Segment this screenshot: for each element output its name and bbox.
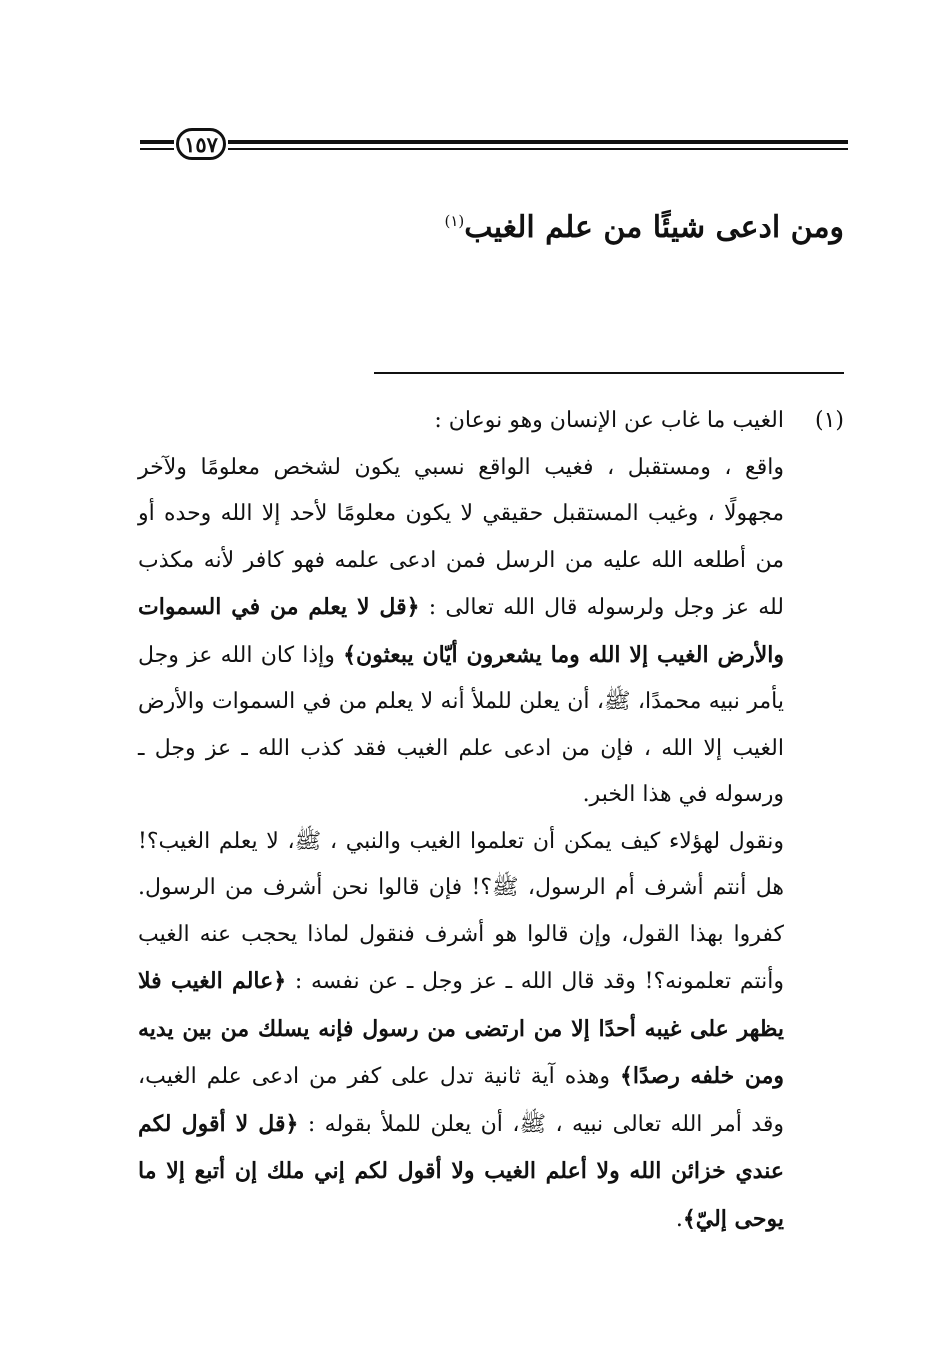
chapter-title-footnote-ref: (١) xyxy=(444,212,465,230)
footnote-paragraph-1 xyxy=(138,445,784,819)
quran-quote: ﴿عالم الغيب فلا يظهر على غيبه أحدًا إلا من ارتضى من رسول فإنه يسلك من بين يديه ومن خلفه رصدًا﴾ xyxy=(138,968,784,1089)
quran-quote: ﴿قل لا أقول لكم عندي خزائن الله ولا أعلم الغيب ولا أقول لكم إني ملك إن أتبع إلا ما يوحى إليّ﴾ xyxy=(138,1110,784,1232)
footnote-text: واقع ، ومستقبل ، فغيب الواقع نسبي يكون لشخص معلومًا ولآخر مجهولًا ، وغيب المستقبل حقيقي لا يكون معلومًا لأحد إلا الله وحده أو من أطلعه الله عليه من الرسل فمن ادعى علمه فهو كافر لأنه مكذب لله عز وجل ولرسوله قال الله تعالى : xyxy=(138,454,784,620)
footnote-marker: (١) xyxy=(814,408,844,433)
footnote-paragraph-2 xyxy=(138,819,784,1244)
footnote-text: . xyxy=(675,1206,683,1232)
footnote-text: ونقول لهؤلاء كيف يمكن أن تعلموا الغيب والنبي ، ﷺ، لا يعلم الغيب؟! هل أنتم أشرف أم الرسول، ﷺ؟! فإن قالوا نحن أشرف من الرسول. كفروا بهذا القول، وإن قالوا هو أشرف فنقول لماذا يحجب عنه الغيب وأنتم تعلمونه؟! وقد قال الله ـ عز وجل ـ عن نفسه : xyxy=(138,828,785,994)
footnote xyxy=(138,398,844,1243)
footnote-first-line xyxy=(138,398,844,445)
header-rule-short xyxy=(140,140,174,150)
footnote-separator xyxy=(374,372,844,374)
page-header xyxy=(140,128,848,164)
chapter-title xyxy=(144,210,844,245)
quran-quote: ﴿قل لا يعلم من في السموات والأرض الغيب إلا الله وما يشعرون أيّان يبعثون﴾ xyxy=(138,594,785,668)
chapter-title-text: ومن ادعى شيئًا من علم الغيب xyxy=(464,210,844,245)
footnote-intro: الغيب ما غاب عن الإنسان وهو نوعان : xyxy=(434,408,784,433)
footnote-text: وإذا كان الله عز وجل يأمر نبيه محمدًا، ﷺ، أن يعلن للملأ أنه لا يعلم من في السموات والأرض الغيب إلا الله ، فإن من ادعى علم الغيب فقد كذب الله ـ عز وجل ـ ورسوله في هذا الخبر. xyxy=(138,642,784,807)
footnote-body xyxy=(138,445,844,1244)
footnote-text: وهذه آية ثانية تدل على كفر من ادعى علم الغيب، وقد أمر الله تعالى نبيه ، ﷺ، أن يعلن للملأ بقوله : xyxy=(138,1064,784,1137)
header-rule-long xyxy=(228,140,848,150)
page-number: ١٥٧ xyxy=(176,128,226,160)
